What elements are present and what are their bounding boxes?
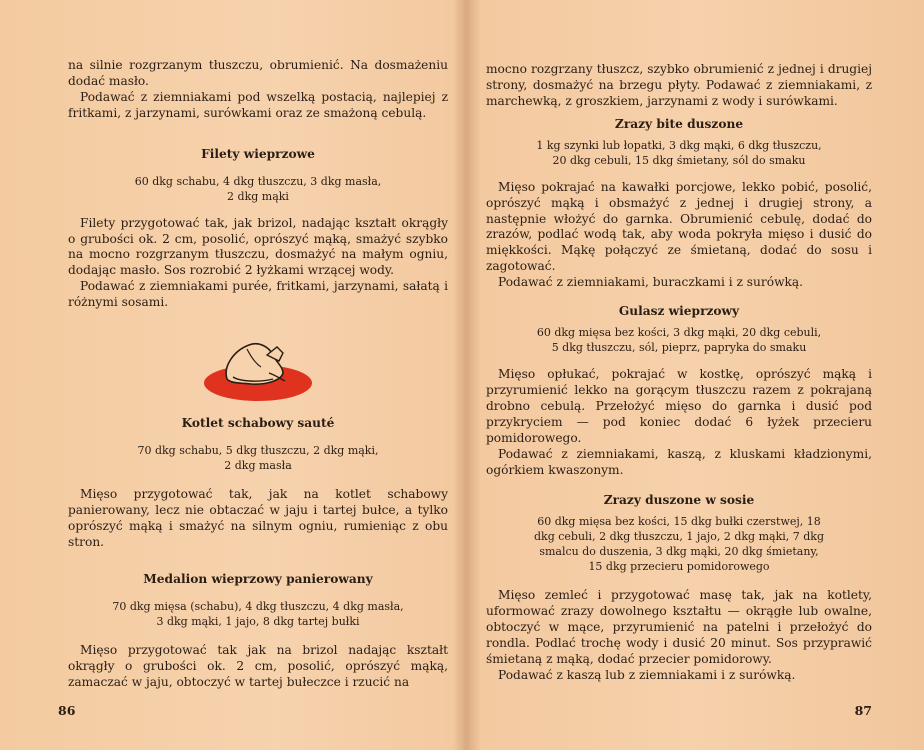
ingredient-line: 2 dkg mąki <box>227 189 289 203</box>
recipe-method-medalion: Mięso przygotować tak jak na brizol nadając kształt okrągły o grubości ok. 2 cm, posolić, oprószyć mąką, zamaczać w jaju, obtoczyć w tartej bułeczce i rzucić na <box>68 642 448 689</box>
right-page <box>470 0 924 750</box>
recipe-title-zrazy-bite: Zrazy bite duszone <box>614 116 744 131</box>
ingredient-line: 1 kg szynki lub łopatki, 3 dkg mąki, 6 dkg tłuszczu, <box>536 138 822 152</box>
page-number-right: 87 <box>854 703 872 718</box>
recipe-ingredients-zrazy-w-sosie <box>486 514 872 574</box>
recipe-method-zrazy-w-sosie: Mięso zemleć i przygotować masę tak, jak na kotlety, uformować zrazy dowolnego kształtu — okrągłe lub owalne, obtoczyć w mące, przyrumienić na patelni i przełożyć do rondla. Podlać trochę wody i dusić 20 minut. Sos przyprawić śmietaną z mąką, dodać przecier pomidorowy. <box>486 588 872 667</box>
pork-cutlet-on-plate-icon <box>203 329 313 405</box>
page-number-left: 86 <box>58 703 76 718</box>
ingredient-line: 2 dkg masła <box>224 459 292 473</box>
ingredient-line: 20 dkg cebuli, 15 dkg śmietany, sól do smaku <box>552 153 806 167</box>
ingredient-line: 60 dkg mięsa bez kości, 15 dkg bułki czerstwej, 18 <box>537 515 821 529</box>
recipe-method-filety: Filety przygotować tak, jak brizol, nadając kształt okrągły o grubości ok. 2 cm, posolić, oprószyć mąką, smażyć szybko na mocno rozgrzanym tłuszczu, dosmażyć na małym ogniu, dodając masło. Sos rozrobić 2 łyżkami wrzącej wody. <box>68 215 448 278</box>
ingredient-line: 60 dkg schabu, 4 dkg tłuszczu, 3 dkg masła, <box>134 174 382 188</box>
recipe-ingredients-medalion <box>68 599 448 629</box>
ingredient-line: 3 dkg mąki, 1 jajo, 8 dkg tartej bułki <box>156 614 360 628</box>
recipe-serving-zrazy-w-sosie: Podawać z kaszą lub z ziemniakami i z surówką. <box>498 667 796 682</box>
recipe-ingredients-kotlet-saute <box>68 443 448 473</box>
recipe-title-zrazy-w-sosie: Zrazy duszone w sosie <box>603 493 755 508</box>
recipe-ingredients-filety <box>68 174 448 204</box>
recipe-ingredients-zrazy-bite <box>486 138 872 168</box>
recipe-method-kotlet-saute: Mięso przygotować tak, jak na kotlet schabowy panierowany, lecz nie obtaczać w jaju i tartej bułce, a tylko oprószyć mąką i smażyć na silnym ogniu, rumieniąc z obu stron. <box>68 487 448 549</box>
recipe-title-gulasz: Gulasz wieprzowy <box>618 304 740 319</box>
right-intro-text: mocno rozgrzany tłuszcz, szybko obrumienić z jednej i drugiej strony, dosmażyć na brzegu płyty. Podawać z ziemniakami, z marchewką, z groszkiem, jarzynami z wody i surówkami. <box>486 62 872 108</box>
ingredient-line: 15 dkg przecieru pomidorowego <box>588 560 770 574</box>
ingredient-line: 70 dkg mięsa (schabu), 4 dkg tłuszczu, 4 dkg masła, <box>112 599 404 613</box>
ingredient-line: dkg cebuli, 2 dkg tłuszczu, 1 jajo, 2 dkg mąki, 7 dkg <box>534 530 824 544</box>
recipe-serving-zrazy-bite: Podawać z ziemniakami, buraczkami i z surówką. <box>498 275 804 290</box>
recipe-title-filety: Filety wieprzowe <box>201 146 315 161</box>
ingredient-line: 70 dkg schabu, 5 dkg tłuszczu, 2 dkg mąki, <box>137 444 379 458</box>
ingredient-line: 60 dkg mięsa bez kości, 3 dkg mąki, 20 dkg cebuli, <box>536 326 822 340</box>
left-intro-text-1: na silnie rozgrzanym tłuszczu, obrumienić. Na dosmażeniu dodać masło. <box>68 58 448 88</box>
recipe-serving-gulasz: Podawać z ziemniakami, kaszą, z kluskami kładzionymi, ogórkiem kwaszonym. <box>486 446 872 477</box>
ingredient-line: smalcu do duszenia, 3 dkg mąki, 20 dkg śmietany, <box>539 545 819 559</box>
recipe-serving-filety: Podawać z ziemniakami purée, fritkami, jarzynami, sałatą i różnymi sosami. <box>68 279 448 310</box>
recipe-method-gulasz: Mięso opłukać, pokrajać w kostkę, oprószyć mąką i przyrumienić lekko na gorącym tłuszczu razem z pokrajaną drobno cebulą. Przełożyć mięso do garnka i dusić pod przykryciem — pod koniec dodać 6 łyżek przecieru pomidorowego. <box>486 367 872 445</box>
recipe-title-medalion: Medalion wieprzowy panierowany <box>143 571 373 586</box>
left-intro-text-2: Podawać z ziemniakami pod wszelką postacią, najlepiej z fritkami, z jarzynami, surówkami oraz ze smażoną cebulą. <box>68 89 448 120</box>
recipe-title-kotlet-saute: Kotlet schabowy sauté <box>181 416 335 431</box>
recipe-ingredients-gulasz <box>486 325 872 355</box>
recipe-method-zrazy-bite: Mięso pokrajać na kawałki porcjowe, lekko pobić, posolić, oprószyć mąką i obsmażyć z jednej i drugiej strony, a następnie włożyć do garnka. Obrumienić cebulę, dodać do zrazów, podlać wodą tak, aby woda pokryła mięso i dusić do miękkości. Mąkę połączyć ze śmietaną, dodać do sosu i zagotować. <box>486 179 872 274</box>
ingredient-line: 5 dkg tłuszczu, sól, pieprz, papryka do smaku <box>551 341 807 355</box>
